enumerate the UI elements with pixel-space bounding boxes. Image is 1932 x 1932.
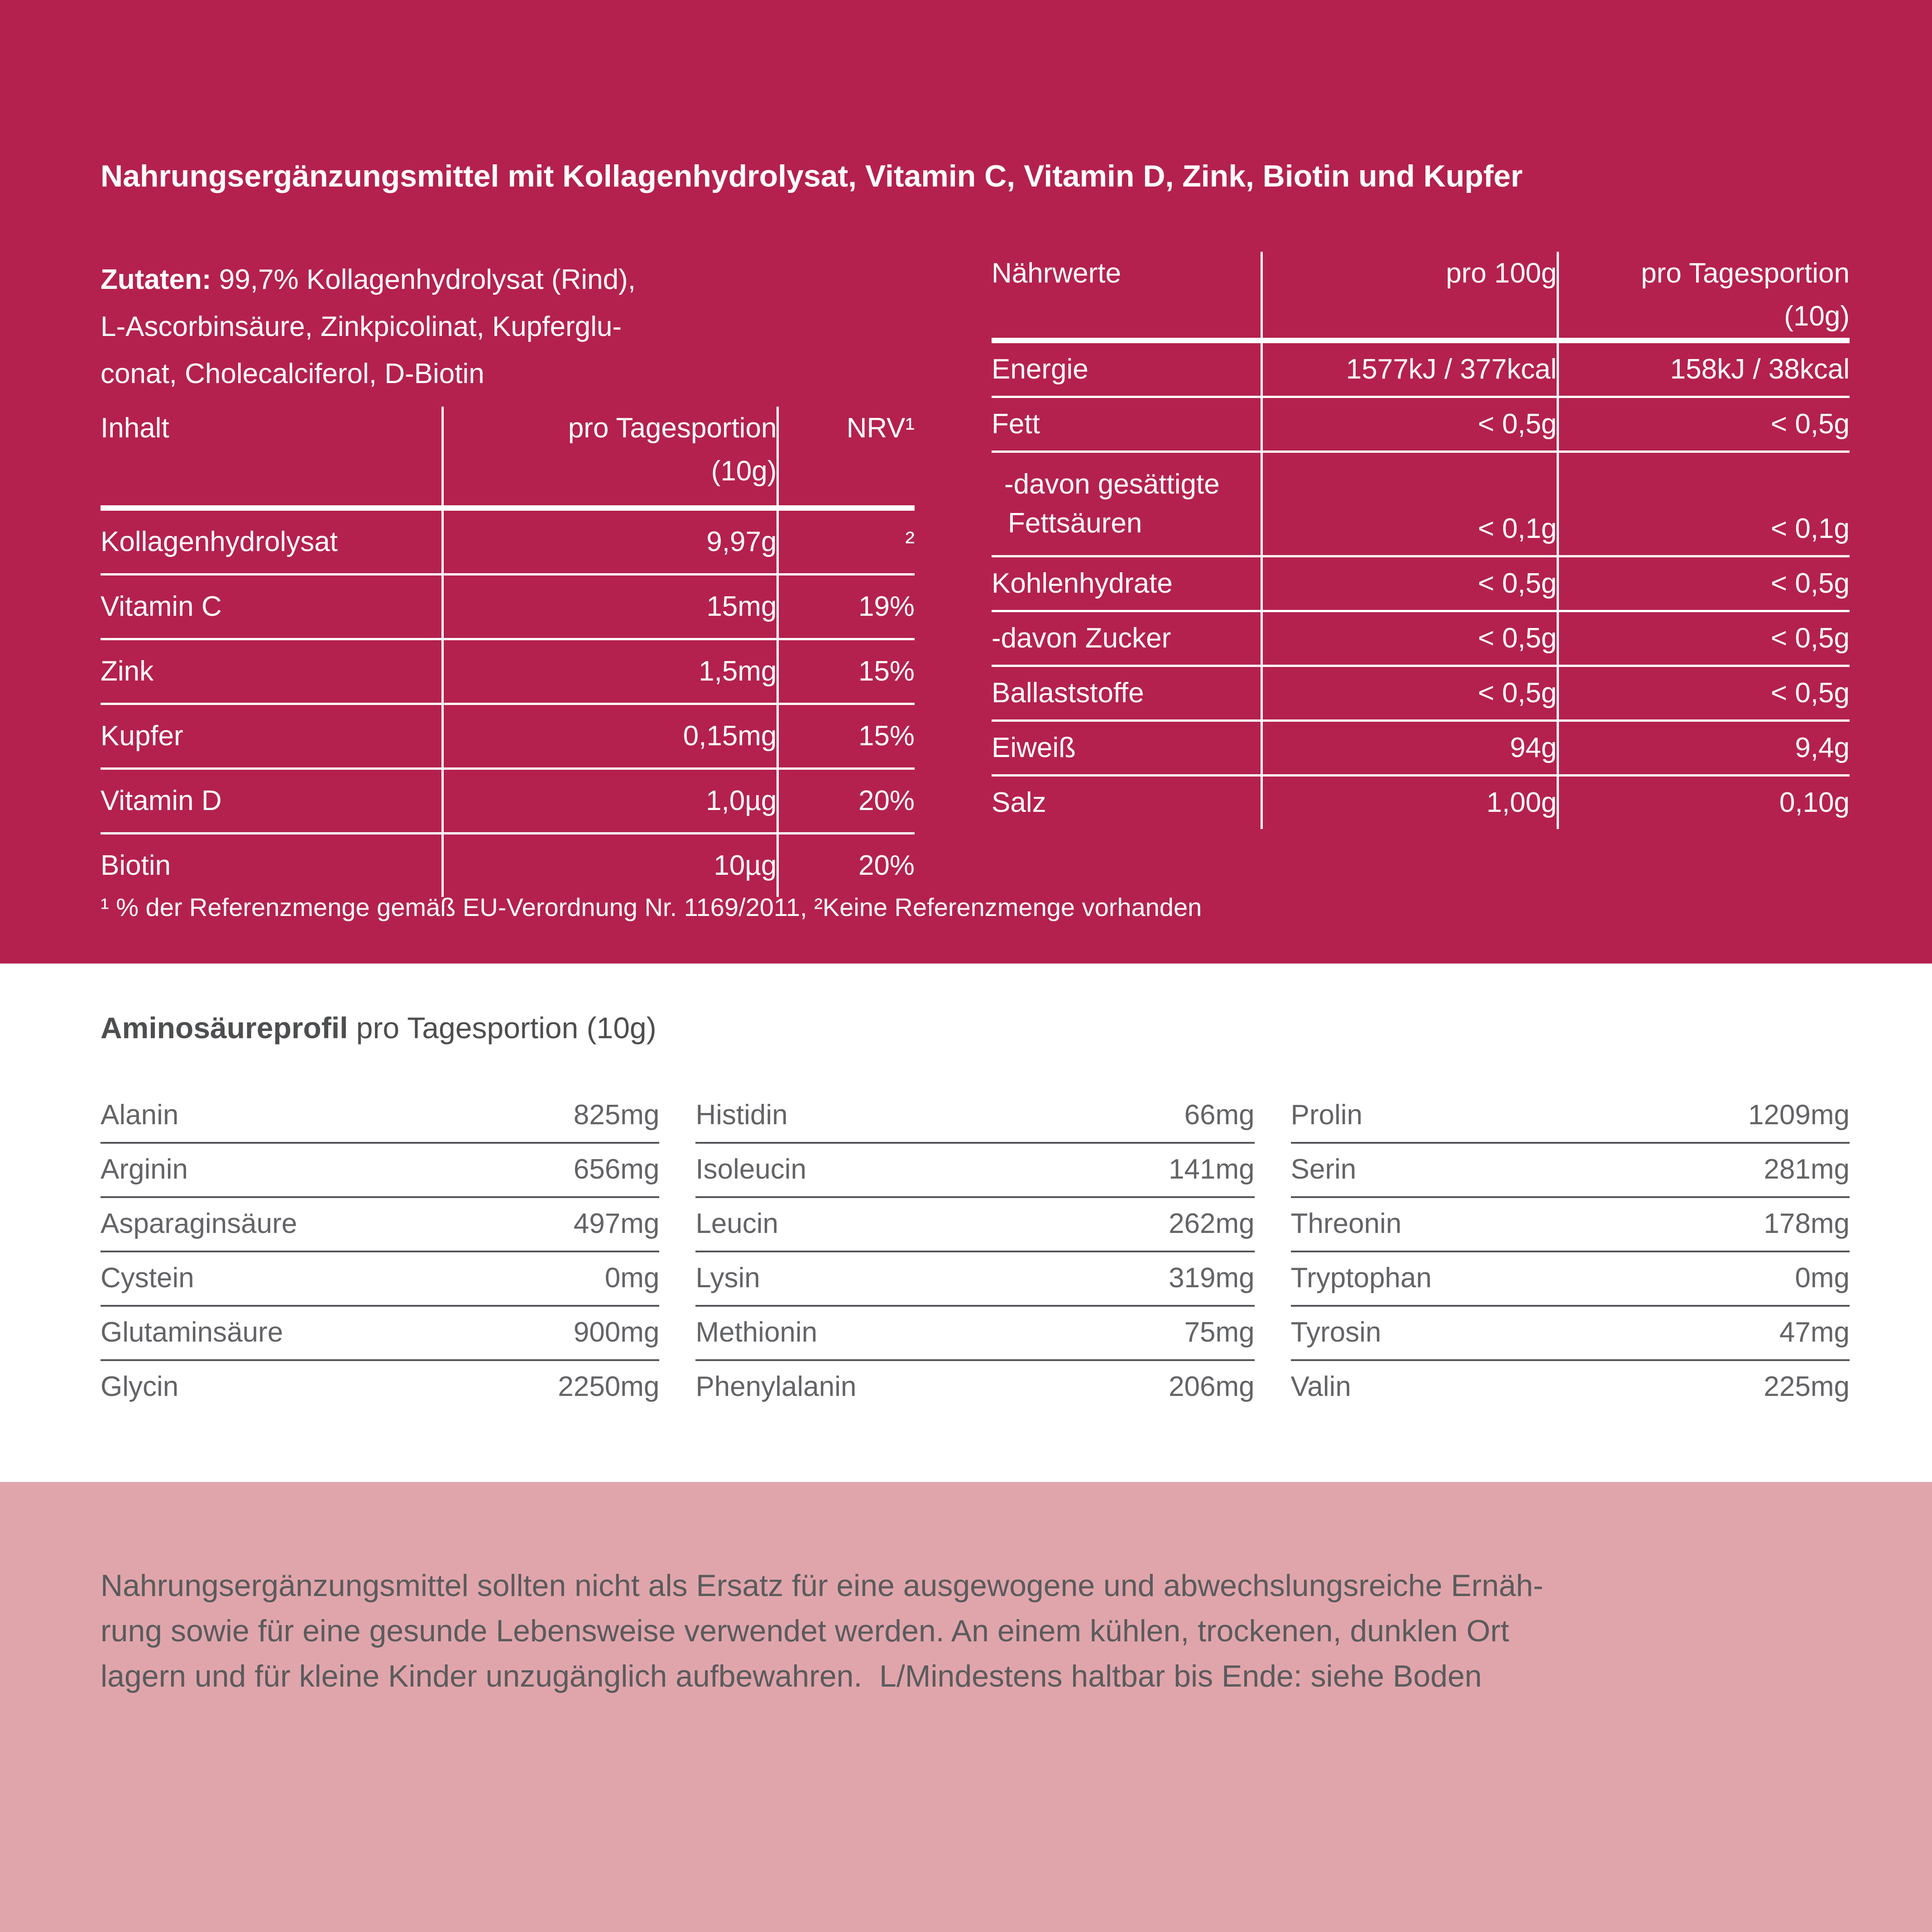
nutrition-per100g: < 0,5g: [1262, 556, 1558, 611]
nutrition-per100g: < 0,1g: [1262, 452, 1558, 556]
table-row: [101, 704, 915, 769]
table-row: [992, 340, 1850, 397]
table-row: [992, 397, 1850, 452]
amino-row: [101, 1089, 659, 1144]
amino-name: Phenylalanin: [695, 1371, 857, 1402]
amino-value: 141mg: [1169, 1154, 1255, 1185]
table-row: [101, 575, 915, 639]
nutrient-nrv: 20%: [778, 769, 915, 834]
nutrient-nrv: 15%: [778, 704, 915, 769]
amino-row: [1291, 1361, 1850, 1414]
amino-name: Prolin: [1290, 1099, 1363, 1131]
amino-value: 0mg: [1795, 1262, 1850, 1294]
nutrition-per100g: < 0,5g: [1262, 611, 1558, 666]
amino-row: [1291, 1198, 1850, 1252]
nutrition-values-table: [992, 252, 1850, 829]
amino-name: Serin: [1290, 1154, 1357, 1185]
amino-value: 0mg: [604, 1262, 660, 1294]
nutrition-name: Energie: [992, 340, 1262, 397]
nutrient-amount: 0,15mg: [442, 704, 778, 769]
amino-name: Arginin: [101, 1154, 188, 1185]
amino-value: 47mg: [1779, 1317, 1850, 1348]
nutrition-name: [992, 452, 1262, 556]
amino-row: [695, 1144, 1254, 1198]
amino-row: [1291, 1307, 1850, 1361]
table-row: [992, 666, 1850, 721]
nutrient-nrv: 20%: [778, 834, 915, 897]
amino-row: [695, 1198, 1254, 1252]
amino-value: 206mg: [1169, 1371, 1255, 1402]
amino-name: Lysin: [695, 1262, 760, 1294]
amino-row: [101, 1144, 659, 1198]
ingredients-line-3: conat, Cholecalciferol, D-Biotin: [101, 358, 484, 389]
nutrition-per100g: 1577kJ / 377kcal: [1262, 340, 1558, 397]
amino-name: Threonin: [1290, 1208, 1402, 1239]
product-title: Nahrungsergänzungsmittel mit Kollagenhydrolysat, Vitamin C, Vitamin D, Zink, Biotin und Kupfer: [101, 159, 1523, 193]
amino-name: Tyrosin: [1290, 1317, 1381, 1348]
nutrient-amount: 10µg: [442, 834, 778, 897]
amino-name: Asparaginsäure: [101, 1208, 297, 1239]
table-header-row: [992, 252, 1850, 340]
amino-name: Cystein: [101, 1262, 194, 1294]
amino-value: 656mg: [573, 1154, 660, 1185]
nutrition-name: Salz: [992, 776, 1262, 829]
amino-row: [101, 1198, 659, 1252]
amino-value: 75mg: [1184, 1317, 1255, 1348]
amino-value: 281mg: [1764, 1154, 1850, 1185]
nutrient-name: Biotin: [101, 834, 442, 897]
amino-profile-heading-rest: pro Tagesportion (10g): [348, 1011, 657, 1045]
nutrient-nrv: 15%: [778, 639, 915, 704]
amino-row: [695, 1089, 1254, 1144]
nutrition-per100g: 94g: [1262, 721, 1558, 776]
nutrition-name: Eiweiß: [992, 721, 1262, 776]
table-header-row: [101, 407, 915, 508]
nutrition-per100g: < 0,5g: [1262, 397, 1558, 452]
nutrient-amount: 1,5mg: [442, 639, 778, 704]
nutrient-amount: 15mg: [442, 575, 778, 639]
amino-column-2: [695, 1089, 1254, 1414]
content-header-nrv: NRV¹: [846, 412, 915, 444]
amino-row: [1291, 1252, 1850, 1307]
table-row: [992, 556, 1850, 611]
nutrition-portion: < 0,5g: [1558, 556, 1850, 611]
nutrient-name: Kollagenhydrolysat: [101, 508, 442, 575]
content-header-portion: [442, 407, 778, 508]
nutrient-nrv: ²: [778, 508, 915, 575]
amino-name: Leucin: [695, 1208, 779, 1239]
amino-profile-heading-bold: Aminosäureprofil: [101, 1011, 348, 1045]
nutrient-amount: 9,97g: [442, 508, 778, 575]
amino-column-3: [1291, 1089, 1850, 1414]
nutrition-per100g: 1,00g: [1262, 776, 1558, 829]
table-row: [101, 508, 915, 575]
nutrition-portion: 158kJ / 38kcal: [1558, 340, 1850, 397]
nutrition-portion: 0,10g: [1558, 776, 1850, 829]
nutrition-name: Fett: [992, 397, 1262, 452]
ingredients-label: Zutaten:: [101, 264, 211, 295]
nutrition-portion: 9,4g: [1558, 721, 1850, 776]
nutrition-header-portion: [1558, 252, 1850, 340]
amino-value: 497mg: [573, 1208, 660, 1239]
amino-value: 66mg: [1184, 1099, 1255, 1131]
amino-name: Isoleucin: [695, 1154, 807, 1185]
amino-row: [1291, 1144, 1850, 1198]
amino-row: [1291, 1089, 1850, 1144]
table-row: [992, 776, 1850, 829]
table-row: [992, 452, 1850, 556]
amino-value: 2250mg: [558, 1371, 660, 1402]
ingredients-line-2: L-Ascorbinsäure, Zinkpicolinat, Kupferglu-: [101, 311, 622, 342]
content-header-portion-line1: pro Tagesportion: [568, 412, 777, 444]
ingredients-line-1-text: 99,7% Kollagenhydrolysat (Rind),: [211, 264, 636, 295]
nutrition-header-portion-line1: pro Tagesportion: [1641, 258, 1850, 289]
amino-name: Tryptophan: [1290, 1262, 1432, 1294]
disclaimer-line-2: rung sowie für eine gesunde Lebensweise verwendet werden. An einem kühlen, trockenen, dunklen Ort: [101, 1614, 1510, 1648]
amino-acids-grid: [101, 1089, 1850, 1414]
nutrient-name: Kupfer: [101, 704, 442, 769]
nutrition-portion: < 0,5g: [1558, 666, 1850, 721]
amino-value: 262mg: [1169, 1208, 1255, 1239]
amino-value: 225mg: [1764, 1371, 1850, 1402]
storage-notice-panel: [0, 1482, 1932, 1932]
table-row: [101, 639, 915, 704]
nutrition-header-per100g: pro 100g: [1262, 252, 1558, 340]
nutrition-name-line1: -davon gesättigte: [1004, 469, 1220, 500]
nutrient-name: Vitamin D: [101, 769, 442, 834]
amino-row: [101, 1361, 659, 1414]
amino-name: Methionin: [695, 1317, 818, 1348]
disclaimer-line-3: lagern und für kleine Kinder unzugänglich aufbewahren. L/Mindestens haltbar bis Ende: siehe Boden: [101, 1659, 1482, 1693]
amino-value: 1209mg: [1748, 1099, 1850, 1131]
nutrient-nrv: 19%: [778, 575, 915, 639]
nutrient-name: Vitamin C: [101, 575, 442, 639]
amino-value: 825mg: [573, 1099, 660, 1131]
amino-row: [695, 1361, 1254, 1414]
content-header-inhalt: Inhalt: [101, 407, 442, 508]
content-per-portion-table: [101, 407, 915, 897]
amino-value: 900mg: [573, 1317, 660, 1348]
table-row: [101, 834, 915, 897]
ingredients-paragraph: [101, 256, 636, 398]
nutrition-portion: < 0,5g: [1558, 397, 1850, 452]
nutrient-amount: 1,0µg: [442, 769, 778, 834]
amino-name: Glutaminsäure: [101, 1317, 283, 1348]
nutrition-name-line2: Fettsäuren: [1008, 508, 1142, 539]
nutrition-name: Kohlenhydrate: [992, 556, 1262, 611]
disclaimer-line-1: Nahrungsergänzungsmittel sollten nicht als Ersatz für eine ausgewogene und abwechslungsreiche Ernäh-: [101, 1568, 1544, 1603]
amino-name: Glycin: [101, 1371, 179, 1402]
amino-name: Alanin: [101, 1099, 179, 1131]
amino-row: [695, 1307, 1254, 1361]
nutrition-header-naehrwerte: Nährwerte: [992, 252, 1262, 340]
nutrition-per100g: < 0,5g: [1262, 666, 1558, 721]
amino-profile-heading: [101, 1011, 657, 1045]
table-row: [992, 721, 1850, 776]
amino-name: Histidin: [695, 1099, 788, 1131]
nutrition-portion: < 0,1g: [1558, 452, 1850, 556]
storage-disclaimer: [101, 1563, 1544, 1699]
amino-column-1: [101, 1089, 659, 1414]
amino-row: [101, 1307, 659, 1361]
amino-value: 178mg: [1764, 1208, 1850, 1239]
nutrition-header-portion-line2: (10g): [1784, 301, 1850, 332]
amino-row: [101, 1252, 659, 1307]
ingredients-line-1: [101, 256, 636, 303]
amino-name: Valin: [1290, 1371, 1351, 1402]
table-row: [101, 769, 915, 834]
reference-footnote: ¹ % der Referenzmenge gemäß EU-Verordnung Nr. 1169/2011, ²Keine Referenzmenge vorhanden: [101, 893, 1202, 921]
nutrient-name: Zink: [101, 639, 442, 704]
nutrition-portion: < 0,5g: [1558, 611, 1850, 666]
amino-row: [695, 1252, 1254, 1307]
table-row: [992, 611, 1850, 666]
nutrition-name: -davon Zucker: [992, 611, 1262, 666]
nutrition-name: Ballaststoffe: [992, 666, 1262, 721]
content-header-portion-line2: (10g): [711, 455, 777, 487]
amino-value: 319mg: [1169, 1262, 1255, 1294]
